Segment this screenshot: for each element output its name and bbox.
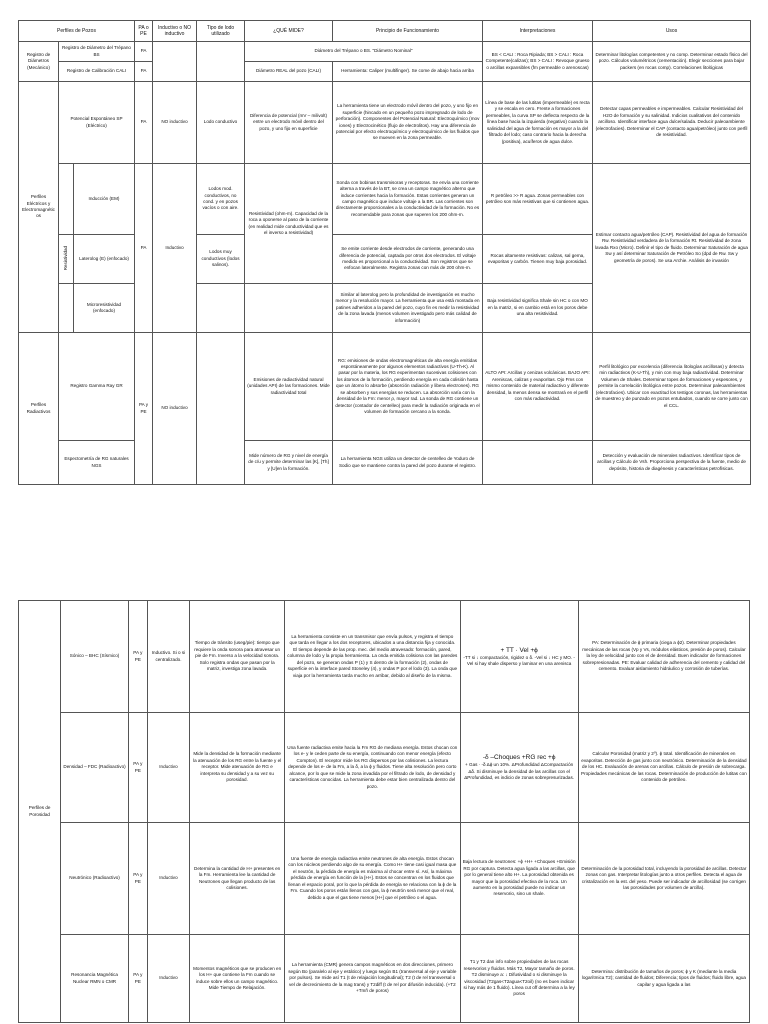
row-mide: Emisiones de radiactividad natural (unidades API) de las formaciones. Mide radiactividad total: [245, 333, 333, 441]
row-name: Registro Gamma Ray GR: [59, 333, 135, 441]
row-mide: Tiempo de tránsito (useg/pie): tiempo que requiere la onda sonora para atravesar un pie de Fm. Inverso a la velocidad sonora. Solo registra ondas que pasan por la matriz, investiga zona lavada.: [190, 601, 285, 713]
row-name: Densidad – FDC (Radioactivo): [61, 713, 129, 823]
row-usos: Determina: distribución de tamaños de poros; ϕ y K (mediante la media logarítmica T2); cantidad de fluidos; Diferencia; tipos de fluidos; fluido libre, agua capilar y agua ligada a las: [578, 935, 749, 1023]
table-row: [19, 42, 751, 62]
row-name: Laterolog (E) (enfocado): [79, 255, 129, 261]
row-principio: Herramienta: Caliper (multifinger). Se come de abajo hacia arriba: [333, 62, 483, 82]
row-ind: NO inductivo: [153, 82, 197, 164]
row-interp: ALTO API: Arcillas y cenizas volcánicas. BAJO API: Areniscas, calizas y evaporitas. Ojo Fms con mismo contenido de material radiactivo y diferente densidad, la menos densa se mostrará en el perfil con más radiactividad.: [483, 333, 593, 441]
group-porosidad: Perfiles de Porosidad: [19, 601, 61, 1023]
header-perfiles: Perfiles de Pozos: [19, 21, 135, 42]
row-interp: [460, 713, 578, 823]
row-principio: Una fuente radiactiva emite hacia la Fm RG de mediana energía. Estos chocan con los e- y le ceden parte de su energía, continuando con menor energía (efecto Compton). El receptor mide los RG dispersos por las colisiones. La lectura depende de los e- de la Fm, a la δ, a la ϕ y fluidos. Tiene alta resolución pero corto alcance, por lo que se mide la zona invadida por el filtrado de lodo, de densidad y características conocidas. La herramienta debe estar bien centralizada dentro del pozo.: [285, 713, 460, 823]
well-logs-table-1: [18, 20, 751, 485]
row-usos: PA: Determinación de ϕ primaria (ciega a ϕ2). Determinar propiedades mecánicas de las rocas (Vp y Vs, módulos elásticos, presión de poros). Calcular la ley de velocidad junto con el de densidad. Buen indicador de formaciones sobrepresionadas. PE: Evaluar calidad de adherencia del cemento y calidad del cemento. Evaluar aislamiento hidráulico y corrosión de tuberías.: [578, 601, 749, 713]
row-name-cell: [59, 235, 135, 284]
header-principio: Principio de Funcionamiento: [333, 21, 483, 42]
row-mide: Diferencia de potencial (mV – milivolt) entre un electrodo móvil dentro del pozo, y uno fijo en superficie: [245, 82, 333, 164]
row-usos: Perfil litológico por excelencia (diferencia litologías arcillosas) y detecta min radiactivos (K-U-Th), y min con muy baja radiactividad. Determinar Volumen de Shales. Determinar topes de formaciones y espesores, y permite la correlación litológica entre pozos. Determinar paleoambientes (electrofacies). Ubicar con exactitud los testigos coronas, las herramientas de muestreo y de punzado en pozos entubados, cuando se corre junto con el CCL.: [593, 333, 751, 441]
group-electricos: Perfiles Eléctricos y Electromagnéticos: [19, 82, 59, 333]
row-name: Registro de Diámetro del Trépano BS: [59, 42, 135, 62]
row-usos: Determinación de la porosidad total, incluyendo la porosidad de arcillas. Detectar zonas con gas. Interpretar litologías junto a otros perfiles. Detecta el agua de cristalización en la est. del yeso. Puede ser indicador de arcillosidad (se corrigen las porosidades por volumen de arcilla).: [578, 823, 749, 935]
row-pa: PA: [135, 164, 153, 333]
row-mide: Momentos magnéticos que se producen en los H+ que contiene la Fm cuando se induce sobre ellos un campo magnético. Mide Tiempo de Relajación.: [190, 935, 285, 1023]
row-interp: [460, 601, 578, 713]
row-interp: T1 y T2 dan info sobre propiedades de las rocas reservorios y fluidos. Más T2, Mayor tamaño de poros. T2 disminuye a: ↓ Difusividad o si disminuye la viscosidad (T2gas<T2agua<T2oil) (no es buen indicar si hay más de 1 fluido). Línea cut off determina a la ley poros: [460, 935, 578, 1023]
row-ind: NO inductivo: [153, 333, 197, 485]
row-name: Espectometría de RG naturales NGS: [59, 441, 135, 485]
row-mide: Mide número de RG y nivel de energía de c/u y permite determinar las [K], [Th] y [U]en la formación.: [245, 441, 333, 485]
row-usos: Determinar litologías competentes y no comp. Determinar estado físico del pozo. Cálculos volumétricos (cementación). Elegir secciones para bajar packers (en rocas comp). Correlaciones litológicas: [593, 42, 751, 82]
row-usos: Detectar capas permeables e impermeables. Calcular Resistividad del H2O de formación y su salinidad. Indicios cualitativos del contenido arcilloso. Identificar interface agua dulce/salada. Deducir paleoambiente (electrofacies). Determinar el CAP (contacto agua/petróleo) junto con perfil de resistividad.: [593, 82, 751, 164]
group-resistividad: Resistividad: [62, 245, 68, 270]
row-principio: La herramienta NGS utiliza un detector de centelleo de Yoduro de Sodio que se mantiene contra la pared del pozo durante el registro.: [333, 441, 483, 485]
page-gap: [0, 530, 768, 600]
row-mide: Diámetro REAL del pozo (CALI): [245, 62, 333, 82]
row-mide: Determina la cantidad de H+ presentes en la Fm. Herramienta lee la cantidad de Neutrones que llegan producto de las colisiones.: [190, 823, 285, 935]
header-usos: Usos: [593, 21, 751, 42]
row-lodo: Lodos muy conductivos (lodos salinos).: [197, 235, 245, 284]
row-name: Potencial Espontáneo SP (Eléctrico): [59, 82, 135, 164]
row-pa: PA y PE: [128, 823, 147, 935]
header-lodo: Tipo de lodo utilizado: [197, 21, 245, 42]
row-interp: [483, 441, 593, 485]
row-usos: Detección y evaluación de minerales radiactivos. Identificar tipos de arcillas y Cálculo de Vsh. Proporciona perspectiva de la fuente, medio de depósito, historia de diagénesis y características petrofísicas.: [593, 441, 751, 485]
interp-text: -TT si ↓ compactación, rigidez o δ. -Vel si ↓ HC y MO. -Vel si hay shale disperso y laminar en una arenisca: [463, 654, 575, 666]
row-ind: Inductivo: [147, 935, 189, 1023]
row-mide: Mide la densidad de la formación mediante la atenuación de los RG entre la fuente y el receptor. Mide atenuación de RG e interpreta su densidad y a su vez su porosidad.: [190, 713, 285, 823]
row-pa: PA y PE: [128, 935, 147, 1023]
row-lodo: [197, 42, 245, 82]
row-name: Inducción (EM): [88, 195, 120, 201]
well-logs-table-2: [18, 600, 750, 1023]
row-ind: Inductivo: [147, 823, 189, 935]
header-inductivo: Inductivo o NO inductivo: [153, 21, 197, 42]
header-pa-pe: PA o PE: [135, 21, 153, 42]
row-interp: R petróleo >> R agua. Zonas permeables con petróleo son más resistivas que si contienen agua.: [483, 164, 593, 235]
table-row: [19, 333, 751, 441]
row-principio: La herramienta tiene un electrodo móvil dentro del pozo, y uno fijo en superficie (hincado en un pequeño pozo impregnado de lodo de perforación). Componentes del Potencial Natural: Electroquímico (mov iones) y Electrocinético (flujo de electrolitos). Hay una diferencia de potencial por efecto electroquímico y electroquímico de los fluidos que se mueven en la zona permeable.: [333, 82, 483, 164]
row-name: Neutrónico (Radioactivo): [61, 823, 129, 935]
table-page-2: [18, 600, 750, 1024]
row-mide: [245, 284, 333, 333]
interp-text: + Gas · -δ Δϕ un 10%. ΔProfundidad ΔCompactación Δδ. Si disminuye la densidad de las arcillas con el ΔProfundidad, es indicio de zonas sobrepresurizadas.: [464, 762, 575, 781]
row-interp: Línea de base de las lutitas (impermeable) es recta y se escala en cero. Frente a formaciones permeables, la curva SP se deflecta respecto de la línea base hacia la izquierda (negativo) cuando la salinidad del agua de formación es mayor a la del filtrado del lodo; caso contrario hacia la derecha (positiva), acuíferos de agua dulce.: [483, 82, 593, 164]
row-interp: Baja resistividad significa Shale sin HC o con MO en la matriz, si en cambio está en los poros debe una alta resistividad.: [483, 284, 593, 333]
row-pa: PA: [135, 62, 153, 82]
row-name: Resonancia Magnética Nuclear RMN o CMR: [61, 935, 129, 1023]
row-pa: PA: [135, 82, 153, 164]
row-lodo: Lodos mod. conductivos, no cond. y en pozos vacíos o con aire.: [197, 164, 245, 235]
row-ind: Inductivo: [147, 713, 189, 823]
row-usos: Calcular Porosidad (matriz y 2º). ϕ total. Identificación de minerales en evaporitas. Detección de gas junto con neutrónico. Determinación de la densidad de los HC. Evaluación de arenas con arcillas. Cálculo de presión de sobrecarga. Propiedades mecánicas de las rocas. Determinación de producción de lutitas con contenido de petróleo.: [578, 713, 749, 823]
table-row: [19, 164, 751, 235]
header-interpretaciones: Interpretaciones: [483, 21, 593, 42]
row-interp: BS < CALI : Roca Ripiada; BS > CALI : Roca Competente(calizas); BS > CALI : Revoque grueso o arcillas expansibles (fm permeable o arenoscas): [483, 42, 593, 82]
row-principio: Se emite corriente desde electrodos de corriente, generando una diferencia de potencial, captada por otros dos electrodos. El voltaje medido es proporcional a la conductividad. Son registros que se enfocan lateralmente. Registra zonas con más de 200 ohm-m.: [333, 235, 483, 284]
row-principio: La herramienta (CMR) genera campos magnéticos en dos direcciones, primero según Bo (paralelo al eje y estático) y luego según B1 (transversal al eje y variable por pulsos). Se mide así T1 (t de relajación longitudinal); T2 (t de rel transversal o vel de decrecimiento de la mag trans) y T2diff (t de rel por difusión inducida). (+T2 +Tmñ de poros): [285, 935, 460, 1023]
group-diametros: Registro de Diámetros (Mecánico): [19, 42, 59, 82]
row-usos: Estimar contacto agua/petróleo (CAP). Resistividad del agua de formación Rw. Resistividad verdadera de la formación Rt. Resistividad de zona lavada Rxo (Micro). Definir el tipo de fluido. Determinar Saturación de agua Sw y así determinar Saturación de Petróleo So (dpd de Rw. Sw y geometría de poros). Se usa Archie. Análisis de invasión: [593, 164, 751, 333]
header-que-mide: ¿QUÉ MIDE?: [245, 21, 333, 42]
interp-formula: -δ –Choques +RG rec +ϕ: [482, 754, 556, 762]
table-row: [19, 713, 750, 823]
row-lodo: Lodo conductivo: [197, 82, 245, 164]
row-principio: Una fuente de energía radiactiva emite neutrones de alta energía. Estos chocan con los núcleos perdiendo algo de su energía. Como H+ tiene casi igual masa que el neutrón, la pérdida de energía es máxima al chocar entre sí. Así, la máxima pérdida de energía en función de la [H+]. Estos se concentran en los fluidos que llenan el espacio poral, por lo que la pérdida de energía se relaciona con la ϕ de la Fm. Cuando los poros están llenos con gas, la ϕ neutrón será menor que el real, debido a que el gas tiene menos [H+] que el petróleo o el agua.: [285, 823, 460, 935]
table-page-1: [18, 20, 750, 530]
row-mide: Resistividad (ohm-m). Capacidad de la roca a oponerse al paso de la corriente (en realidad mide conductividad que es el inverso a resistividad): [245, 164, 333, 284]
table-row: [19, 935, 750, 1023]
row-ind: Inductivo. Si o si centralizado.: [147, 601, 189, 713]
row-pa: PA: [135, 42, 153, 62]
table-row: [19, 82, 751, 164]
row-name: Microresistividad (enfocado): [86, 301, 122, 313]
row-interp: Rocas altamente resistivas: calizas, sal gema, evaporitas y carbón. Tienen muy baja porosidad.: [483, 235, 593, 284]
interp-formula: + TT · Vel +ϕ: [500, 646, 538, 654]
row-principio: Sonda con bobinas transmisoras y receptoras. Se envía una corriente alterna a través de la BT, se crea un campo magnético alterno que induce corrientes hacia la formación. Estas corrientes generan un campo magnético que induce voltaje a la BR. Las corrientes son directamente proporcionales a la conductividad de la formación. No es recomendable para zonas que superen los 200 ohm-m.: [333, 164, 483, 235]
row-name-cell: [59, 284, 135, 333]
row-principio: RG: emisiones de ondas electromagnéticas de alta energía emitidas espontáneamente por algunos elementos radiactivos (U-Th-K). Al pasar por la materia, los RG experimentan sucesivas colisiones con los átomos de la formación, perdiendo energía en cada colisión hasta que un átomo lo absorbe (absorción radiación y libera electrones). RG se absorben y sus energías se reducen. La absorción varía con la densidad de la Fm: menor ρ, mayor rad. La sonda de RG contiene un detector (contador de centelleo) para medir la radiación originada en el volumen de formación cercano a la sonda.: [333, 333, 483, 441]
table-row: [19, 601, 750, 713]
row-pa: PA y PE: [128, 601, 147, 713]
row-name-cell: [59, 164, 135, 235]
group-radiactivos: Perfiles Radiactivos: [19, 333, 59, 485]
row-name: Registro de Calibración CALI: [59, 62, 135, 82]
row-interp: Baja lectura de neutrones: +ϕ +H+ +Choques +Emisión RG por captura. Detecta agua ligada a las arcillas, que por lo general tiene alto H+. La porosidad obtenida es mayor que la porosidad efectiva de la roca. Un aumento en la porosidad puede no indicar un reservorio, sino un shale.: [460, 823, 578, 935]
row-lodo: [197, 284, 245, 333]
row-principio: Similar al laterolog pero la profundidad de investigación es mucho menor y la resolución mayor. La herramienta que usa está montada en patines adheridos a la pared del pozo, cuyo fin es medir la resistividad de la zona lavada (menos volumen investigado pero más calidad de información): [333, 284, 483, 333]
row-principio: La herramienta consiste en un transmisor que envía pulsos, y registra el tiempo que tarda en llegar a los dos receptores, ubicados a una distancia fija y conocida. El tiempo depende de las prop. mec. del medio atravesado: formación, pared, columna de lodo y la propia herramienta. La onda emitida colisiona con las paredes del pozo, se generan ondas P (1) y S dentro de la formación (2), ondas de superficie en la interface pared Stoneley (4), y ondas P por el lodo (3). La onda que viaja por la herramienta tarda mucho en arribar, debido al diseño de la misma.: [285, 601, 460, 713]
row-ind: [153, 42, 197, 82]
row-ind: Inductivo: [153, 164, 197, 333]
header-row: [19, 21, 751, 42]
row-name: Sónico – BHC (Sísmico): [61, 601, 129, 713]
table-row: [19, 441, 751, 485]
row-pa: PA y PE: [128, 713, 147, 823]
row-mide: Diámetro del Trépano o BS. "Diámetro Nominal": [245, 42, 483, 62]
table-row: [19, 823, 750, 935]
row-lodo: [197, 333, 245, 485]
row-pa: PA y PE: [135, 333, 153, 485]
